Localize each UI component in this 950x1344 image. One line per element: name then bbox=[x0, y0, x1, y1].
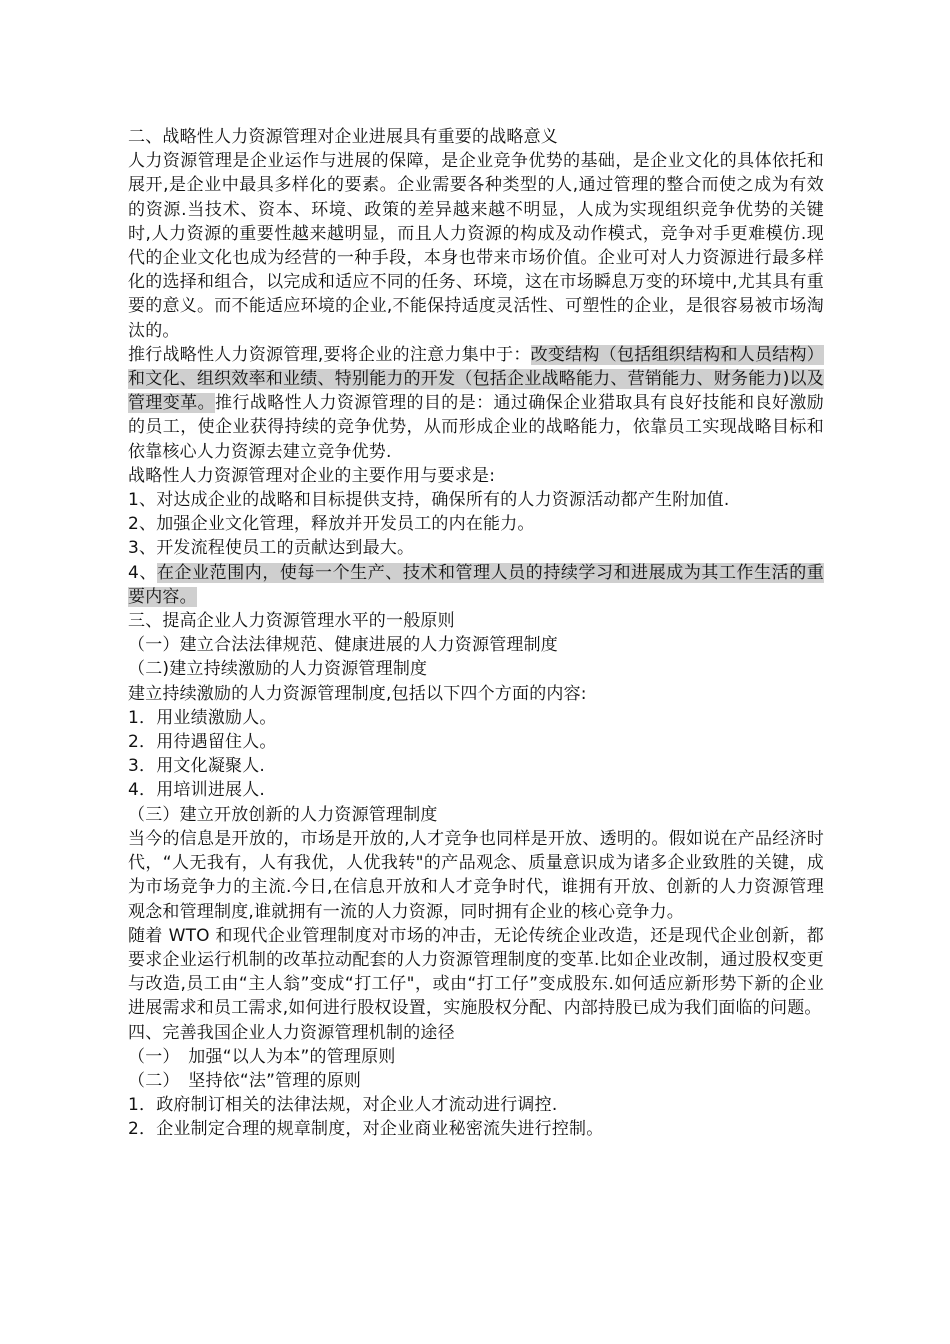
paragraph-text: 建立持续激励的人力资源管理制度,包括以下四个方面的内容: bbox=[128, 683, 587, 704]
paragraph-text: 推行战略性人力资源管理的目的是：通过确保企业猎取具有良好技能和良好激励的员工，使企业获得持续的竞争优势，从而形成企业的战略能力，依靠员工实现战略目标和依靠核心人力资源去建立竞争优势. bbox=[128, 393, 825, 462]
paragraph bbox=[128, 1117, 824, 1141]
paragraph-text: 3．用文化凝聚人. bbox=[128, 756, 266, 777]
paragraph bbox=[128, 149, 824, 343]
paragraph bbox=[128, 512, 824, 536]
paragraph-text: 1、对达成企业的战略和目标提供支持，确保所有的人力资源活动都产生附加值. bbox=[128, 490, 730, 511]
paragraph-text: （三）建立开放创新的人力资源管理制度 bbox=[128, 804, 438, 825]
paragraph bbox=[128, 633, 824, 657]
paragraph bbox=[128, 464, 824, 488]
paragraph-text: 随着 WTO 和现代企业管理制度对市场的冲击，无论传统企业改造，还是现代企业创新，都要求企业运行机制的改革拉动配套的人力资源管理制度的变革.比如企业改制，通过股权变更与改造,员工由“主人翁”变成“打工仔"，或由“打工仔”变成股东.如何适应新形势下新的企业进展需求和员工需求,如何进行股权设置，实施股权分配、内部持股已成为我们面临的问题。 bbox=[128, 925, 824, 1019]
paragraph-text: 4、 bbox=[128, 562, 157, 583]
paragraph bbox=[128, 706, 824, 730]
paragraph-text: 四、完善我国企业人力资源管理机制的途径 bbox=[128, 1022, 455, 1043]
paragraph-text: （二） 坚持依“法”管理的原则 bbox=[128, 1070, 362, 1091]
paragraph bbox=[128, 125, 824, 149]
paragraph bbox=[128, 343, 824, 464]
paragraph bbox=[128, 561, 824, 609]
paragraph-text: （一）建立合法法律规范、健康进展的人力资源管理制度 bbox=[128, 635, 558, 656]
paragraph-text: 三、提高企业人力资源管理水平的一般原则 bbox=[128, 611, 455, 632]
highlighted-text: 在企业范围内，使每一个生产、技术和管理人员的持续学习和进展成为其工作生活的重要内容。 bbox=[128, 562, 824, 607]
paragraph-text: 2．企业制定合理的规章制度，对企业商业秘密流失进行控制。 bbox=[128, 1119, 604, 1140]
paragraph bbox=[128, 609, 824, 633]
paragraph-text: 推行战略性人力资源管理,要将企业的注意力集中于： bbox=[128, 344, 531, 365]
paragraph-text: 2．用待遇留住人。 bbox=[128, 732, 277, 753]
paragraph-text: 战略性人力资源管理对企业的主要作用与要求是: bbox=[128, 465, 496, 486]
paragraph-text: （一） 加强“以人为本”的管理原则 bbox=[128, 1046, 396, 1067]
paragraph bbox=[128, 730, 824, 754]
paragraph-text: （二)建立持续激励的人力资源管理制度 bbox=[128, 659, 428, 680]
paragraph bbox=[128, 657, 824, 681]
paragraph bbox=[128, 924, 824, 1021]
paragraph bbox=[128, 488, 824, 512]
paragraph-text: 1．政府制订相关的法律法规，对企业人才流动进行调控. bbox=[128, 1095, 558, 1116]
paragraph bbox=[128, 1045, 824, 1069]
paragraph bbox=[128, 1069, 824, 1093]
paragraph-text: 二、战略性人力资源管理对企业进展具有重要的战略意义 bbox=[128, 127, 558, 147]
paragraph-text: 人力资源管理是企业运作与进展的保障，是企业竞争优势的基础，是企业文化的具体依托和展开,是企业中最具多样化的要素。企业需要各种类型的人,通过管理的整合而使之成为有效的资源.当技术、资本、环境、政策的差异越来越不明显，人成为实现组织竞争优势的关键时,人力资源的重要性越来越明显，而且人力资源的构成及动作模式，竞争对手更难模仿.现代的企业文化也成为经营的一种手段，本身也带来市场价值。企业可对人力资源进行最多样化的选择和组合，以完成和适应不同的任务、环境，这在市场瞬息万变的环境中,尤其具有重要的意义。而不能适应环境的企业,不能保持适度灵活性、可塑性的企业，是很容易被市场淘汰的。 bbox=[128, 151, 824, 341]
paragraph-text: 当今的信息是开放的，市场是开放的,人才竞争也同样是开放、透明的。假如说在产品经济时代，“人无我有，人有我优，人优我转"的产品观念、质量意识成为诸多企业致胜的关键，成为市场竞争力的主流.今日,在信息开放和人才竞争时代，谁拥有开放、创新的人力资源管理观念和管理制度,谁就拥有一流的人力资源，同时拥有企业的核心竞争力。 bbox=[128, 828, 824, 922]
paragraph bbox=[128, 536, 824, 560]
paragraph-text: 3、开发流程使员工的贡献达到最大。 bbox=[128, 538, 415, 559]
paragraph bbox=[128, 1021, 824, 1045]
paragraph bbox=[128, 827, 824, 924]
paragraph-text: 4．用培训进展人. bbox=[128, 780, 266, 801]
paragraph-text: 2、加强企业文化管理，释放并开发员工的内在能力。 bbox=[128, 514, 535, 535]
paragraph-text: 1．用业绩激励人。 bbox=[128, 707, 277, 728]
paragraph bbox=[128, 682, 824, 706]
highlighted-text: 改变结构（包括组织结构和人员结构）和文化、组织效率和业绩、特别能力的开发（包括企业战略能力、营销能力、财务能力)以及管理变革。 bbox=[128, 344, 824, 414]
paragraph bbox=[128, 778, 824, 802]
paragraph bbox=[128, 1093, 824, 1117]
paragraph bbox=[128, 803, 824, 827]
paragraph bbox=[128, 754, 824, 778]
document-body bbox=[128, 125, 824, 1142]
